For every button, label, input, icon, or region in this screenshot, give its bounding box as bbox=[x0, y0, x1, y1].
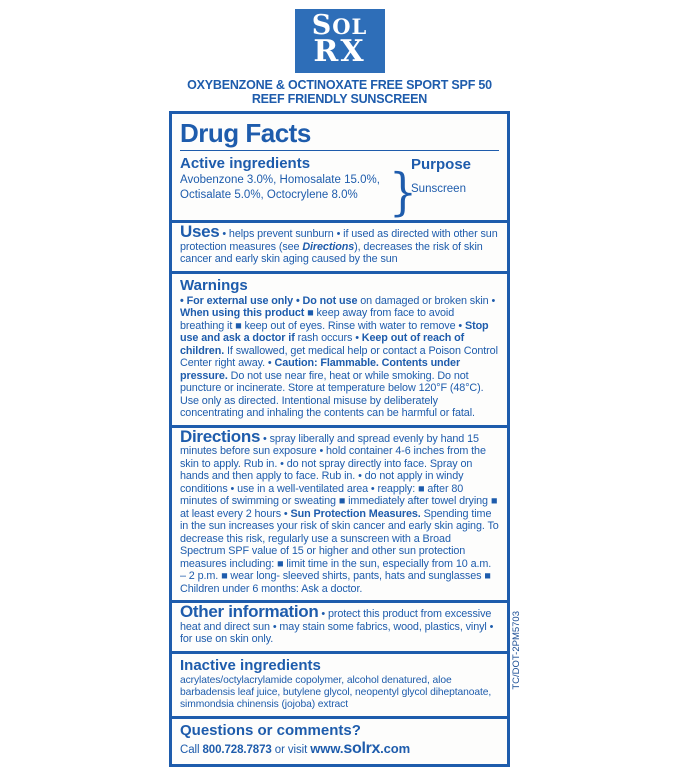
active-ingredient-line2: Octisalate 5.0%, Octocrylene 8.0% bbox=[180, 189, 358, 201]
sunscreen-label-page bbox=[0, 9, 679, 758]
brace-glyph: } bbox=[389, 163, 417, 222]
warnings-heading: Warnings bbox=[180, 276, 248, 294]
warnings-body: • For external use only • Do not use on damaged or broken skin • When using this product ■ keep away from face to avoid breathing it ■ keep out of eyes. Rinse with water to remove • Stop use and ask a doctor if rash occurs • Keep out of reach of children. If swallowed, get medical help or contact a Poison Control Center right away. • Caution: Flammable. Contents under pressure. Do not use near fire, heat or while smoking. Do not puncture or incinerate. Store at temperature below 120°F (48°C). Use only as directed. Intentional misuse by deliberately concentrating and inhaling the contents can be harmful or fatal. bbox=[180, 294, 498, 419]
inactive-ingredients-heading: Inactive ingredients bbox=[180, 656, 321, 674]
inactive-ingredients-body: acrylates/octylacrylamide copolymer, alcohol denatured, aloe barbadensis leaf juice, butylene glycol, neopentyl glycol diheptanoate, simmondsia chinensis (jojoba) extract bbox=[180, 674, 492, 710]
production-code-text: TC/DOT-2PM5703 bbox=[511, 611, 522, 690]
questions-contact-line: Call 800.728.7873 or visit www.solrx.com bbox=[180, 740, 411, 758]
directions-heading: Directions bbox=[180, 426, 261, 446]
active-ingredients-heading: Active ingredients bbox=[180, 155, 311, 172]
vertical-production-code bbox=[511, 606, 525, 690]
section-uses bbox=[172, 220, 507, 271]
logo-line-rx: RX bbox=[313, 34, 366, 69]
directions-text: • spray liberally and spread evenly by hand 15 minutes before sun exposure • hold container 4-6 inches from the skin to apply. Rub in. • do not spray directly into face. Spray on hands and then apply to face. Rub in. • do not apply in windy conditions • use in a well-ventilated area • reapply: ■ after 80 minutes of swimming or sweating ■ immediately after towel drying ■ at least every 2 hours • Sun Protection Measures. Spending time in the sun increases your risk of skin cancer and early skin aging. To decrease this risk, regularly use a sunscreen with a Broad Spectrum SPF value of 15 or higher and other sun protection measures including: ■ limit time in the sun, especially from 10 a.m. – 2 p.m. ■ wear long- sleeved shirts, pants, hats and sunglasses ■ Children under 6 months: Ask a doctor. bbox=[180, 432, 499, 595]
active-ingredients-row bbox=[180, 155, 499, 222]
section-warnings bbox=[172, 271, 507, 425]
section-other-information bbox=[172, 600, 507, 651]
other-information-text: • protect this product from excessive heat and direct sun • may stain some fabrics, wood, plastics, vinyl • for use on skin only. bbox=[180, 608, 494, 645]
uses-text: • helps prevent sunburn • if used as directed with other sun protection measures (see Directions), decreases the risk of skin cancer and early skin aging caused by the sun bbox=[180, 228, 498, 265]
product-subtitle-line1: OXYBENZONE & OCTINOXATE FREE SPORT SPF 50 bbox=[187, 78, 492, 92]
section-inactive-ingredients bbox=[172, 651, 507, 717]
product-subtitle-line2: REEF FRIENDLY SUNSCREEN bbox=[251, 92, 428, 106]
section-directions bbox=[172, 425, 507, 601]
purpose-heading: Purpose bbox=[411, 156, 472, 173]
title-divider-rule bbox=[180, 150, 499, 151]
section-header-active-ingredients bbox=[172, 114, 507, 220]
directions-body bbox=[180, 426, 499, 596]
other-information-body bbox=[180, 602, 499, 646]
purpose-value: Sunscreen bbox=[411, 183, 466, 195]
uses-heading: Uses bbox=[180, 222, 220, 241]
logo-letters-ol: OL bbox=[332, 14, 368, 39]
solrx-logo bbox=[295, 9, 385, 73]
active-ingredients-column bbox=[180, 155, 389, 215]
section-questions-comments bbox=[172, 716, 507, 764]
purpose-column bbox=[411, 155, 499, 215]
questions-heading: Questions or comments? bbox=[180, 722, 361, 740]
drug-facts-title: Drug Facts bbox=[180, 118, 311, 148]
logo-letter-s: S bbox=[311, 10, 333, 41]
other-information-heading: Other information bbox=[180, 602, 319, 621]
active-ingredient-line1: Avobenzone 3.0%, Homosalate 15.0%, bbox=[180, 174, 380, 186]
uses-body bbox=[180, 222, 499, 266]
drug-facts-panel bbox=[169, 111, 510, 767]
